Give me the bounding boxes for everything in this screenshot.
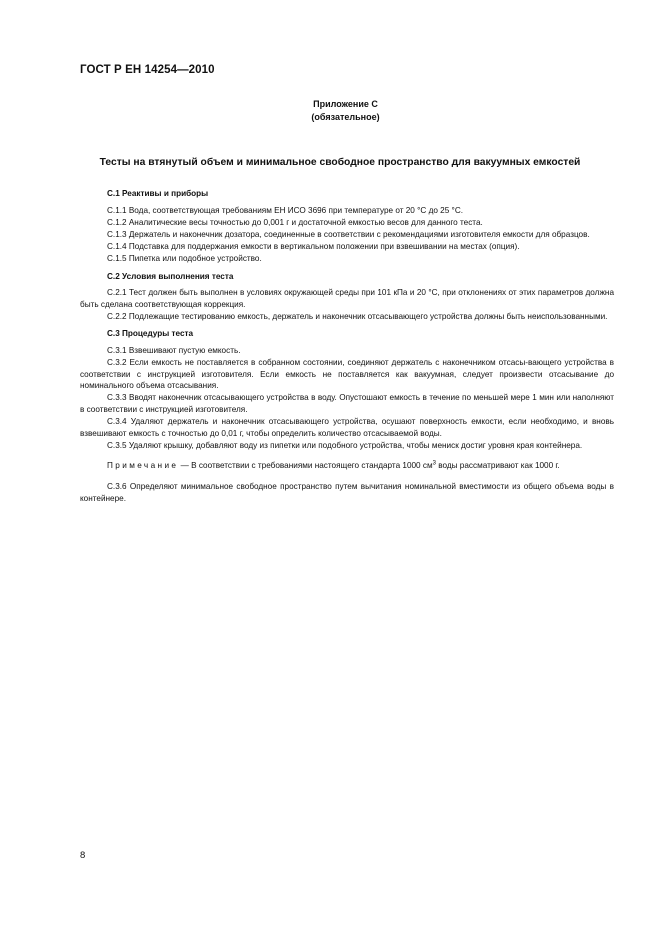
note-text-after: воды рассматривают как 1000 г. [435,461,560,471]
document-title: Тесты на втянутый объем и минимальное свободное пространство для вакуумных емкостей [99,157,581,168]
paragraph-c1-2: С.1.2 Аналитические весы точностью до 0,001 г и достаточной емкостью весов для данного теста. [107,217,483,227]
note-label: Примечание [107,461,179,471]
annex-status: (обязательное) [311,112,380,122]
annex-title: Приложение С [313,99,378,109]
paragraph-c3-1: С.3.1 Взвешивают пустую емкость. [107,346,241,356]
paragraph-c3-4: С.3.4 Удаляют держатель и наконечник отсасывающего устройства, осушают поверхность емкости, если необходимо, и вновь взвешивают емкость с точностью до 0,01 г, чтобы определить количество отсасываемой воды. [80,417,614,438]
paragraph-c1-4: С.1.4 Подставка для поддержания емкости в вертикальном положении при взвешивании на местах (опция). [107,241,520,251]
paragraph-c1-1: С.1.1 Вода, соответствующая требованиям ЕН ИСО 3696 при температуре от 20 °С до 25 °С. [107,205,464,215]
paragraph-c3-2: С.3.2 Если емкость не поставляется в собранном состоянии, соединяют держатель с наконечником отсасы-вающего устройства в соответствии с инструкцией изготовителя. Если емкость не поставляется как вакуумная, следует произвести отсасывание до номинального объема отсасывания. [80,358,614,391]
note-superscript: 3 [432,460,436,467]
section-heading-c1: С.1 Реактивы и приборы [107,189,209,198]
note-text-before: — В соответствии с требованиями настоящего стандарта 1000 см [178,461,433,471]
paragraph-c3-6: С.3.6 Определяют минимальное свободное пространство путем вычитания номинальной вместимости из общего объема воды в контейнере. [80,481,614,503]
annex-heading [0,98,661,124]
paragraph-c2-2: С.2.2 Подлежащие тестированию емкость, держатель и наконечник отсасывающего устройства должны быть неиспользованными. [107,311,608,321]
paragraph-c2-1: С.2.1 Тест должен быть выполнен в условиях окружающей среды при 101 кПа и 20 °С, при отклонениях от этих параметров должна быть сделана соответствующая коррекция. [80,288,614,309]
document-body [80,188,614,505]
note [80,460,614,472]
paragraph-c1-3: С.1.3 Держатель и наконечник дозатора, соединенные в соответствии с рекомендациями изготовителя емкости для образцов. [107,229,590,239]
paragraph-c1-5: С.1.5 Пипетка или подобное устройство. [107,253,262,263]
paragraph-c3-3: С.3.3 Вводят наконечник отсасывающего устройства в воду. Опустошают емкость в течение по меньшей мере 1 мин или наполняют в соответствии с инструкцией изготовителя. [80,393,614,414]
section-heading-c3: С.3 Процедуры теста [107,329,194,339]
page-number: 8 [80,850,86,861]
standard-designation: ГОСТ Р ЕН 14254—2010 [80,64,215,76]
paragraph-c3-5: С.3.5 Удаляют крышку, добавляют воду из пипетки или подобного устройства, чтобы мениск достиг уровня края контейнера. [107,440,583,450]
section-heading-c2: С.2 Условия выполнения теста [107,271,234,281]
